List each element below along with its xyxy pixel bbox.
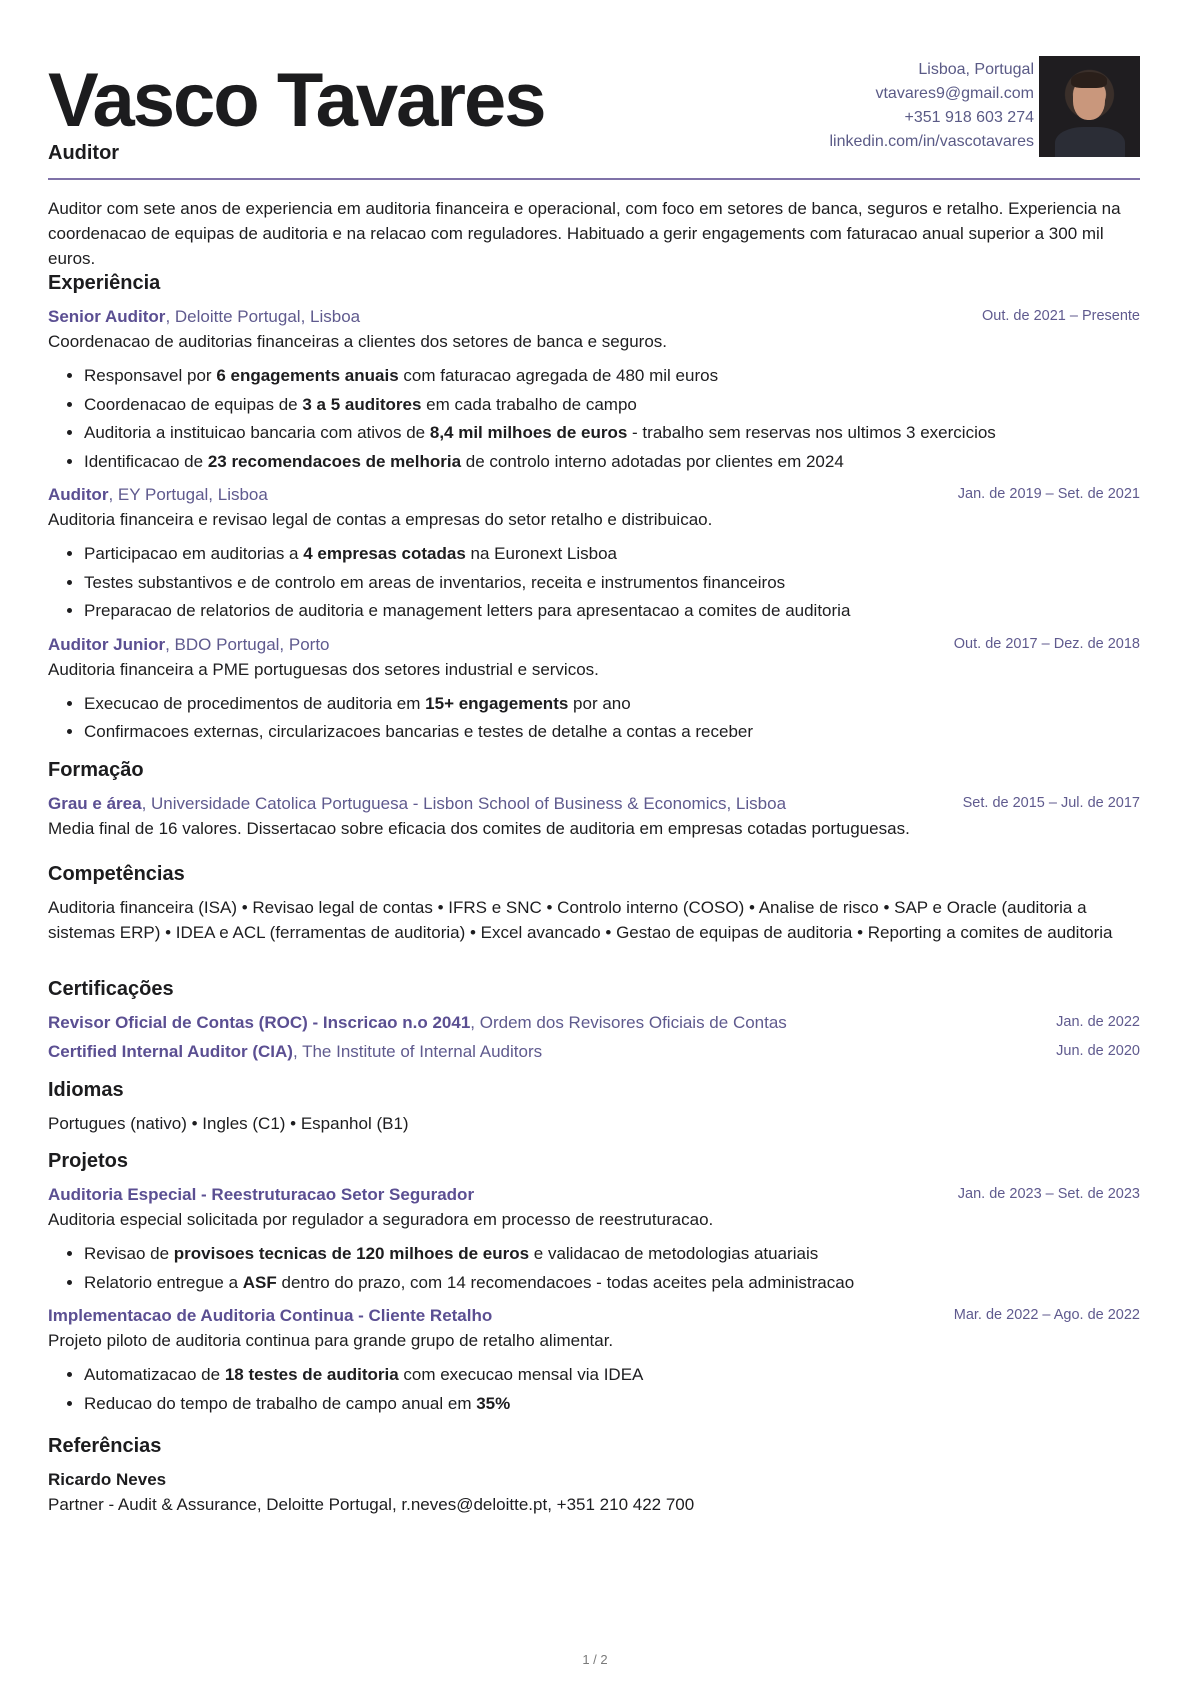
bullet-text: Relatorio entregue a — [84, 1272, 243, 1292]
experience-org: , Deloitte Portugal, Lisboa — [165, 307, 361, 326]
bullet-highlight: provisoes tecnicas de 120 milhoes de euros — [173, 1244, 530, 1263]
project-desc: Auditoria especial solicitada por regulador a seguradora em processo de reestruturacao. — [48, 1210, 714, 1229]
bullet-text: Responsavel por — [84, 366, 217, 385]
certification-item — [48, 1039, 1140, 1064]
project-head — [48, 1182, 1140, 1207]
bullet-highlight: 15+ engagements — [425, 693, 569, 713]
project-entry — [48, 1303, 1140, 1418]
certification-org: , Ordem dos Revisores Oficiais de Contas — [470, 1013, 787, 1032]
certifications-list — [48, 1010, 1140, 1064]
bullet-item — [84, 419, 1140, 448]
bullet-text: Confirmacoes externas, circularizacoes bancarias e testes de detalhe a contas a receber — [84, 722, 754, 741]
projects-list — [48, 1182, 1140, 1418]
references-title: Referências — [48, 1435, 162, 1457]
experience-title: Experiência — [48, 272, 161, 294]
bullet-item — [84, 718, 1140, 747]
bullet-highlight: 6 engagements anuais — [216, 366, 399, 385]
languages-text: Portugues (nativo) • Ingles (C1) • Espanhol (B1) — [48, 1114, 409, 1133]
bullet-text: com execucao mensal via IDEA — [398, 1365, 644, 1384]
bullet-highlight: 3 a 5 auditores — [302, 394, 422, 414]
experience-list — [48, 304, 1140, 747]
bullet-text: e validacao de metodologias atuariais — [529, 1244, 819, 1263]
experience-role: Auditor Junior — [48, 634, 166, 654]
bullet-list — [48, 1240, 1140, 1297]
contact-phone[interactable]: +351 918 603 274 — [904, 109, 1034, 126]
languages-section — [48, 1077, 1140, 1136]
certification-org: , The Institute of Internal Auditors — [292, 1042, 543, 1061]
bullet-list — [48, 362, 1140, 476]
bullet-text: Participacao em auditorias a — [84, 544, 304, 563]
bullet-highlight: 35% — [476, 1393, 511, 1413]
experience-head — [48, 632, 1140, 657]
project-date: Jan. de 2023 – Set. de 2023 — [957, 1186, 1140, 1202]
bullet-item — [84, 569, 1140, 598]
bullet-list — [48, 1361, 1140, 1418]
experience-section — [48, 270, 1140, 753]
bullet-text: em cada trabalho de campo — [421, 394, 637, 414]
bullet-text: Revisao de — [84, 1244, 174, 1263]
bullet-text: Identificacao de — [84, 451, 208, 471]
experience-role: Auditor — [48, 485, 109, 504]
project-entry — [48, 1182, 1140, 1297]
certification-name: Revisor Oficial de Contas (ROC) - Inscricao n.o 2041 — [48, 1013, 471, 1032]
skills-section — [48, 861, 1140, 945]
experience-desc: Auditoria financeira e revisao legal de contas a empresas do setor retalho e distribuicao. — [48, 510, 713, 529]
bullet-text: na Euronext Lisboa — [465, 544, 617, 563]
bullet-item — [84, 362, 1140, 391]
skills-title: Competências — [48, 863, 185, 885]
experience-date: Out. de 2017 – Dez. de 2018 — [953, 635, 1140, 652]
bullet-highlight: 23 recomendacoes de melhoria — [207, 451, 462, 471]
experience-org: , EY Portugal, Lisboa — [108, 485, 268, 504]
profile-photo — [1039, 56, 1140, 157]
bullet-highlight: ASF — [242, 1272, 277, 1292]
bullet-item — [84, 1240, 1140, 1269]
education-section — [48, 757, 1140, 841]
contact-linkedin[interactable]: linkedin.com/in/vascotavares — [829, 133, 1034, 150]
bullet-highlight: 18 testes de auditoria — [224, 1365, 399, 1384]
certifications-section — [48, 976, 1140, 1068]
contact-block — [829, 58, 1034, 154]
bullet-item — [84, 1390, 1140, 1419]
bullet-text: por ano — [568, 693, 631, 713]
certification-name: Certified Internal Auditor (CIA) — [48, 1042, 293, 1061]
bullet-text: Reducao do tempo de trabalho de campo anual em — [84, 1393, 477, 1413]
experience-org: , BDO Portugal, Porto — [165, 634, 330, 654]
education-degree: Grau e área — [48, 794, 142, 813]
certification-date: Jan. de 2022 — [1056, 1014, 1140, 1030]
project-head — [48, 1303, 1140, 1328]
education-head — [48, 791, 1140, 816]
education-date: Set. de 2015 – Jul. de 2017 — [962, 795, 1140, 811]
bullet-list — [48, 540, 1140, 626]
experience-desc: Auditoria financeira a PME portuguesas dos setores industrial e servicos. — [48, 659, 599, 679]
education-title: Formação — [48, 759, 144, 781]
skills-text: Auditoria financeira (ISA) • Revisao legal de contas • IFRS e SNC • Controlo interno (COSO) • Analise de risco • SAP e Oracle (auditoria a sistemas ERP) • IDEA e ACL (ferramentas de auditoria) • Excel avancado • Gestao de equipas de auditoria • Reporting a comites de auditoria — [48, 898, 1113, 942]
bullet-text: de controlo interno adotadas por clientes em 2024 — [461, 451, 844, 471]
bullet-text: Execucao de procedimentos de auditoria em — [84, 693, 426, 713]
bullet-item — [84, 448, 1140, 477]
bullet-highlight: 4 empresas cotadas — [303, 544, 466, 563]
projects-section — [48, 1148, 1140, 1424]
project-name: Auditoria Especial - Reestruturacao Setor Segurador — [48, 1185, 475, 1204]
header-divider — [48, 178, 1140, 180]
bullet-item — [84, 540, 1140, 569]
summary-text: Auditor com sete anos de experiencia em auditoria financeira e operacional, com foco em setores de banca, seguros e retalho. Experiencia na coordenacao de equipas de auditoria e na relacao com reguladores. Habituado a gerir engagements com faturacao anual superior a 300 mil euros. — [48, 199, 1121, 268]
experience-role: Senior Auditor — [48, 307, 166, 326]
bullet-text: - trabalho sem reservas nos ultimos 3 exercicios — [627, 423, 996, 442]
bullet-item — [84, 690, 1140, 719]
bullet-text: Preparacao de relatorios de auditoria e management letters para apresentacao a comites de auditoria — [84, 601, 851, 620]
bullet-list — [48, 690, 1140, 747]
reference-name: Ricardo Neves — [48, 1470, 167, 1489]
bullet-text: Auditoria a instituicao bancaria com ativos de — [84, 423, 430, 442]
bullet-item — [84, 1361, 1140, 1390]
education-desc: Media final de 16 valores. Dissertacao sobre eficacia dos comites de auditoria em empresas cotadas portuguesas. — [48, 819, 910, 838]
education-org: , Universidade Catolica Portuguesa - Lisbon School of Business & Economics, Lisboa — [141, 794, 787, 813]
contact-email[interactable]: vtavares9@gmail.com — [875, 85, 1034, 102]
projects-title: Projetos — [48, 1150, 129, 1172]
bullet-text: Automatizacao de — [84, 1365, 225, 1384]
references-section — [48, 1433, 1140, 1517]
page-number: 1 / 2 — [582, 1652, 608, 1667]
bullet-highlight: 8,4 mil milhoes de euros — [429, 423, 628, 442]
bullet-item — [84, 597, 1140, 626]
project-name: Implementacao de Auditoria Continua - Cliente Retalho — [48, 1306, 493, 1325]
experience-head — [48, 304, 1140, 329]
certifications-title: Certificações — [48, 978, 174, 1000]
certification-date: Jun. de 2020 — [1056, 1043, 1140, 1059]
project-date: Mar. de 2022 – Ago. de 2022 — [953, 1307, 1140, 1323]
experience-desc: Coordenacao de auditorias financeiras a clientes dos setores de banca e seguros. — [48, 332, 667, 351]
bullet-text: dentro do prazo, com 14 recomendacoes - todas aceites pela administracao — [276, 1272, 855, 1292]
bullet-text: Testes substantivos e de controlo em areas de inventarios, receita e instrumentos financeiros — [84, 572, 786, 592]
experience-entry — [48, 304, 1140, 476]
candidate-role: Auditor — [48, 142, 120, 164]
experience-date: Jan. de 2019 – Set. de 2021 — [957, 486, 1140, 502]
bullet-text: com faturacao agregada de 480 mil euros — [398, 366, 719, 385]
project-desc: Projeto piloto de auditoria continua para grande grupo de retalho alimentar. — [48, 1331, 614, 1350]
experience-entry — [48, 482, 1140, 626]
certification-item — [48, 1010, 1140, 1035]
bullet-item — [84, 1269, 1140, 1298]
experience-entry — [48, 632, 1140, 747]
experience-date: Out. de 2021 – Presente — [982, 308, 1140, 324]
bullet-text: Coordenacao de equipas de — [84, 394, 303, 414]
experience-head — [48, 482, 1140, 507]
bullet-item — [84, 391, 1140, 420]
contact-location: Lisboa, Portugal — [918, 61, 1034, 78]
reference-detail: Partner - Audit & Assurance, Deloitte Portugal, r.neves@deloitte.pt, +351 210 422 700 — [48, 1495, 695, 1514]
languages-title: Idiomas — [48, 1079, 124, 1101]
candidate-name: Vasco Tavares — [48, 58, 545, 143]
